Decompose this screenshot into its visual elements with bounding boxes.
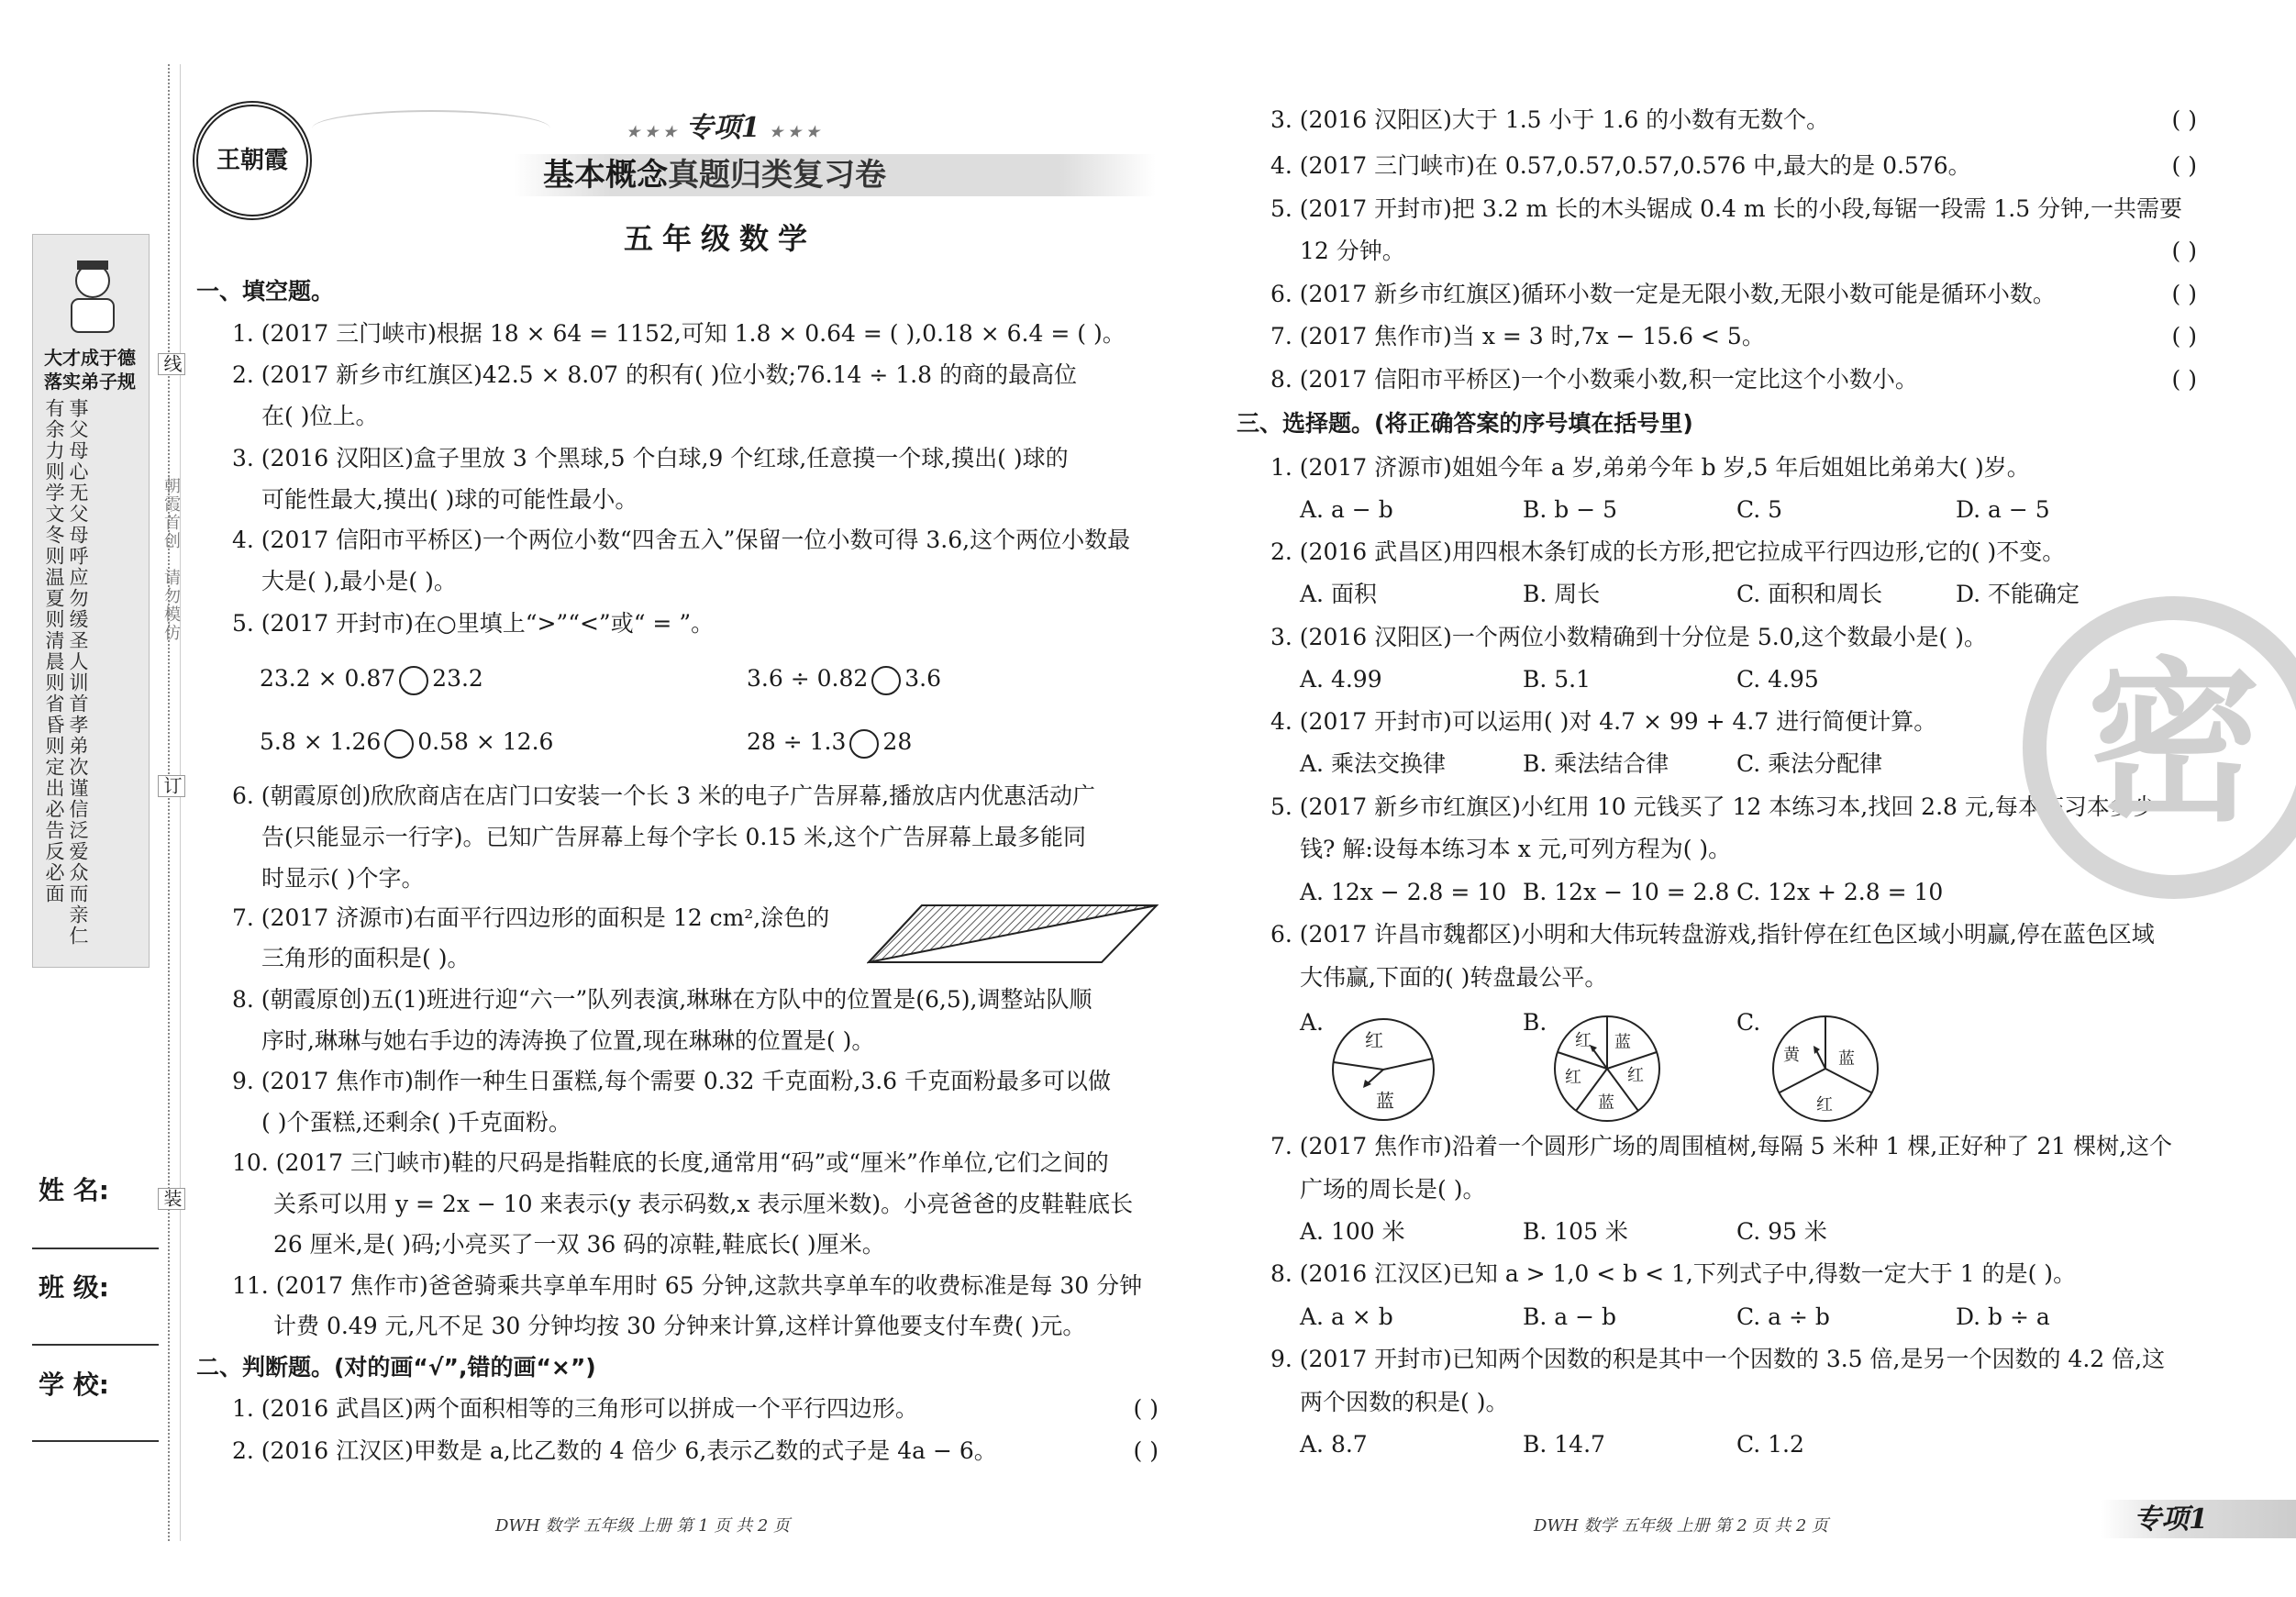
binding-label-2: 订 [158,775,185,797]
spinner-b-blue-label-1: 蓝 [1614,1033,1631,1052]
s3-q2-opt-b[interactable]: B. 周长 [1523,581,1601,607]
compare-3: 5.8 × 1.26 0.58 × 12.6 [260,727,553,759]
motto-panel [32,234,150,968]
s1-q6c: 时显示( )个字。 [261,865,425,892]
motto-banner: 大才成于德 [44,347,136,369]
s3-q9-opt-b[interactable]: B. 14.7 [1523,1431,1605,1458]
motto-banner-2: 落实弟子规 [44,371,136,393]
s3-q1: 1. (2017 济源市)姐姐今年 a 岁,弟弟今年 b 岁,5 年后姐姐比弟弟大( )岁。 [1270,454,2030,481]
compare-1: 23.2 × 0.87 23.2 [260,664,483,695]
answer-paren[interactable]: ( ) [2171,238,2197,264]
header-ribbon [312,110,550,147]
s3-q5b: 钱? 解:设每本练习本 x 元,可列方程为( )。 [1300,836,1732,862]
s3-q3-opt-c[interactable]: C. 4.95 [1736,666,1819,693]
answer-paren[interactable]: ( ) [1133,1437,1159,1464]
s1-q8b: 序时,琳琳与她右手边的涛涛换了位置,现在琳琳的位置是( )。 [261,1027,875,1054]
school-field[interactable] [32,1440,159,1442]
s3-q5-opt-c[interactable]: C. 12x + 2.8 = 10 [1736,879,1944,905]
compare-circle-2[interactable] [871,666,901,695]
vertical-note-2: 请勿模仿 [161,569,181,642]
spinner-b-red-label-1: 红 [1575,1031,1592,1050]
compare-circle-4[interactable] [849,729,879,759]
motto-text: 事父母心无父母呼应勿缓圣人训首孝弟次谨信泛爱众而亲仁有余力则学文冬则温夏则清晨则省昏则定出必告反必面 [43,398,89,947]
compare-circle-1[interactable] [399,666,428,695]
s3-q8-opt-c[interactable]: C. a ÷ b [1736,1303,1830,1330]
page-title: 基本概念真题归类复习卷 [543,157,886,194]
s3-q6-opt-c[interactable]: C. [1736,1009,1761,1036]
s3-q4-opt-a[interactable]: A. 乘法交换律 [1300,750,1446,777]
s1-q5: 5. (2017 开封市)在○里填上“>”“<”或“ = ”。 [232,610,715,637]
section-3-heading: 三、选择题。(将正确答案的序号填在括号里) [1237,410,1693,437]
binding-label-3: 装 [158,1188,185,1210]
s3-q7-opt-a[interactable]: A. 100 米 [1300,1218,1405,1245]
s3-q1-opt-b[interactable]: B. b − 5 [1523,496,1618,523]
compare-4: 28 ÷ 1.3 28 [747,727,912,759]
answer-paren[interactable]: ( ) [2171,106,2197,133]
s1-q3a: 3. (2016 汉阳区)盒子里放 3 个黑球,5 个白球,9 个红球,任意摸一个球,摸出( )球的 [232,445,1069,471]
s3-q4-opt-b[interactable]: B. 乘法结合律 [1523,750,1669,777]
s1-q10a: 10. (2017 三门峡市)鞋的尺码是指鞋底的长度,通常用“码”或“厘米”作单位,它们之间的 [232,1149,1109,1176]
binding-line [168,64,170,1541]
s3-q4: 4. (2017 开封市)可以运用( )对 4.7 × 99 + 4.7 进行简便计算。 [1270,708,1937,735]
s3-q3: 3. (2016 汉阳区)一个两位小数精确到十分位是 5.0,这个数最小是( )。 [1270,624,1987,650]
spinner-a-red-label: 红 [1365,1029,1383,1051]
s3-q5a: 5. (2017 新乡市红旗区)小红用 10 元钱买了 12 本练习本,找回 2.8 元,每本练习本多少 [1270,793,2156,820]
s3-q1-opt-c[interactable]: C. 5 [1736,496,1783,523]
compare-2: 3.6 ÷ 0.82 3.6 [747,664,941,695]
s2-q2-row: 2. (2016 江汉区)甲数是 a,比乙数的 4 倍少 6,表示乙数的式子是 4a − 6。 ( ) [232,1437,1159,1464]
s3-q6-opt-a[interactable]: A. [1300,1009,1325,1036]
answer-paren[interactable]: ( ) [2171,152,2197,179]
s1-q4b: 大是( ),最小是( )。 [261,568,457,594]
special-label: ★ ★ ★ 专项1 ★ ★ ★ [627,112,820,144]
s3-q8-opt-a[interactable]: A. a × b [1300,1303,1393,1330]
compare-circle-3[interactable] [384,729,414,759]
binding-label-1: 线 [158,353,185,375]
s3-q2: 2. (2016 武昌区)用四根木条钉成的长方形,把它拉成平行四边形,它的( )不变。 [1270,538,2066,565]
class-label: 班 级: [39,1272,109,1303]
s3-q7-opt-b[interactable]: B. 105 米 [1523,1218,1628,1245]
school-label: 学 校: [39,1370,109,1400]
s3-q8-opt-d[interactable]: D. b ÷ a [1956,1303,2050,1330]
s3-q9b: 两个因数的积是( )。 [1300,1389,1509,1415]
s3-q2-opt-a[interactable]: A. 面积 [1300,581,1377,607]
s3-q8: 8. (2016 江汉区)已知 a > 1,0 < b < 1,下列式子中,得数一定大于 1 的是( )。 [1270,1260,2077,1287]
s1-q9b: ( )个蛋糕,还剩余( )千克面粉。 [261,1109,571,1136]
spinner-b [1552,1014,1662,1124]
s1-q3b: 可能性最大,摸出( )球的可能性最小。 [261,486,638,513]
s2-q4-row: 4. (2017 三门峡市)在 0.57,0.57,0.57,0.576 中,最大的是 0.576。 ( ) [1270,152,2197,179]
s3-q5-opt-a[interactable]: A. 12x − 2.8 = 10 [1300,879,1507,905]
s3-q6b: 大伟赢,下面的( )转盘最公平。 [1300,964,1608,991]
parallelogram-figure [867,904,1160,964]
s1-q1: 1. (2017 三门峡市)根据 18 × 64 = 1152,可知 1.8 × 0.64 = ( ),0.18 × 6.4 = ( )。 [232,320,1126,347]
name-field[interactable] [32,1248,159,1249]
s1-q4a: 4. (2017 信阳市平桥区)一个两位小数“四舍五入”保留一位小数可得 3.6,这个两位小数最 [232,527,1131,553]
s3-q2-opt-d[interactable]: D. 不能确定 [1956,581,2080,607]
spinner-c [1770,1014,1880,1124]
s3-q9-opt-a[interactable]: A. 8.7 [1300,1431,1368,1458]
answer-paren[interactable]: ( ) [2171,281,2197,307]
s1-q11b: 计费 0.49 元,凡不足 30 分钟均按 30 分钟来计算,这样计算他要支付车费( )元。 [273,1313,1086,1339]
s2-q3-row: 3. (2016 汉阳区)大于 1.5 小于 1.6 的小数有无数个。 ( ) [1270,106,2197,133]
spinner-c-blue-label: 蓝 [1838,1049,1855,1069]
s2-q1-row: 1. (2016 武昌区)两个面积相等的三角形可以拼成一个平行四边形。 ( ) [232,1395,1159,1422]
s3-q3-opt-b[interactable]: B. 5.1 [1523,666,1592,693]
s2-q5a: 5. (2017 开封市)把 3.2 m 长的木头锯成 0.4 m 长的小段,每锯一段需 1.5 分钟,一共需要 [1270,195,2183,222]
spinner-b-red-label-2: 红 [1627,1066,1644,1085]
s1-q8a: 8. (朝霞原创)五(1)班进行迎“六一”队列表演,琳琳在方队中的位置是(6,5),调整站队顺 [232,986,1093,1013]
s2-q8-row: 8. (2017 信阳市平桥区)一个小数乘小数,积一定比这个小数小。 ( ) [1270,366,2197,393]
s1-q9a: 9. (2017 焦作市)制作一种生日蛋糕,每个需要 0.32 千克面粉,3.6 千克面粉最多可以做 [232,1068,1112,1094]
footer-right: DWH 数学 五年级 上册 第 2 页 共 2 页 [1534,1516,1829,1536]
vertical-note-1: 朝霞首创 [161,477,181,550]
spinner-b-blue-label-2: 蓝 [1598,1093,1614,1113]
s3-q6-opt-b[interactable]: B. [1523,1009,1547,1036]
section-1-heading: 一、填空题。 [196,278,335,305]
s2-q7-row: 7. (2017 焦作市)当 x = 3 时,7x − 15.6 < 5。 ( ) [1270,323,2197,349]
answer-paren[interactable]: ( ) [1133,1395,1159,1422]
spinner-c-yellow-label: 黄 [1783,1046,1800,1065]
confidential-stamp: 密 [2023,596,2296,899]
s3-q9a: 9. (2017 开封市)已知两个因数的积是其中一个因数的 3.5 倍,是另一个因数的 4.2 倍,这 [1270,1346,2166,1372]
header-divider [180,64,181,1541]
footer-tag: 专项1 [2134,1503,2208,1536]
footer-left: DWH 数学 五年级 上册 第 1 页 共 2 页 [495,1516,791,1536]
s3-q7b: 广场的周长是( )。 [1300,1176,1486,1203]
s1-q11a: 11. (2017 焦作市)爸爸骑乘共享单车用时 65 分钟,这款共享单车的收费标准是每 30 分钟 [232,1272,1143,1299]
page-subtitle: 五年级数学 [624,221,817,256]
s3-q1-opt-a[interactable]: A. a − b [1300,496,1393,523]
brand-logo: 王朝霞 [193,101,312,220]
spinner-a-blue-label: 蓝 [1376,1090,1394,1112]
s3-q1-opt-d[interactable]: D. a − 5 [1956,496,2050,523]
s3-q2-opt-c[interactable]: C. 面积和周长 [1736,581,1883,607]
s1-q10b: 关系可以用 y = 2x − 10 来表示(y 表示码数,x 表示厘米数)。小亮爸爸的皮鞋鞋底长 [273,1191,1134,1217]
s1-q2b: 在( )位上。 [261,403,379,429]
name-label: 姓 名: [39,1175,109,1205]
s3-q6a: 6. (2017 许昌市魏都区)小明和大伟玩转盘游戏,指针停在红色区域小明赢,停在蓝色区域 [1270,921,2155,948]
s1-q10c: 26 厘米,是( )码;小亮买了一双 36 码的凉鞋,鞋底长( )厘米。 [273,1231,885,1258]
s1-q2a: 2. (2017 新乡市红旗区)42.5 × 8.07 的积有( )位小数;76.14 ÷ 1.8 的商的最高位 [232,361,1077,388]
s2-q5b-row: 12 分钟。 ( ) [1300,238,2197,264]
s3-q7a: 7. (2017 焦作市)沿着一个圆形广场的周围植树,每隔 5 米种 1 棵,正好种了 21 棵树,这个 [1270,1133,2173,1159]
answer-paren[interactable]: ( ) [2171,323,2197,349]
s1-q6b: 告(只能显示一行字)。已知广告屏幕上每个字长 0.15 米,这个广告屏幕上最多能同 [261,824,1087,850]
s2-q6-row: 6. (2017 新乡市红旗区)循环小数一定是无限小数,无限小数可能是循环小数。 ( ) [1270,281,2197,307]
section-2-heading: 二、判断题。(对的画“√”,错的画“×”) [196,1354,596,1381]
s3-q7-opt-c[interactable]: C. 95 米 [1736,1218,1827,1245]
spinner-b-red-label-3: 红 [1565,1068,1581,1087]
s1-q6a: 6. (朝霞原创)欣欣商店在店门口安装一个长 3 米的电子广告屏幕,播放店内优惠活动广 [232,782,1096,809]
class-field[interactable] [32,1344,159,1346]
scholar-illustration [61,253,125,336]
s1-q7b: 三角形的面积是( )。 [261,945,471,971]
spinner-a [1330,1016,1436,1123]
s3-q5-opt-b[interactable]: B. 12x − 10 = 2.8 [1523,879,1730,905]
s3-q9-opt-c[interactable]: C. 1.2 [1736,1431,1804,1458]
s3-q4-opt-c[interactable]: C. 乘法分配律 [1736,750,1883,777]
answer-paren[interactable]: ( ) [2171,366,2197,393]
s3-q8-opt-b[interactable]: B. a − b [1523,1303,1617,1330]
s1-q7a: 7. (2017 济源市)右面平行四边形的面积是 12 cm²,涂色的 [232,904,830,931]
s3-q3-opt-a[interactable]: A. 4.99 [1300,666,1382,693]
spinner-c-red-label: 红 [1816,1095,1833,1115]
